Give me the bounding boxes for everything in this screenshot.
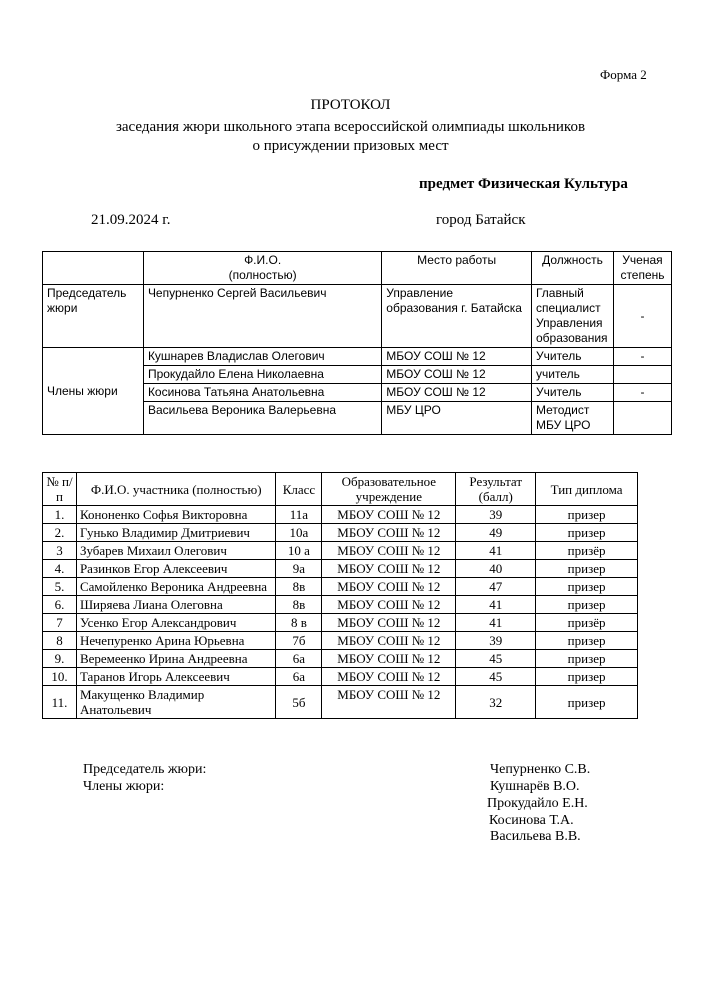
result-row xyxy=(43,686,638,719)
signature-members-label: Члены жюри: xyxy=(83,779,165,794)
result-diploma: призер xyxy=(536,686,638,719)
result-row xyxy=(43,560,638,578)
result-row xyxy=(43,596,638,614)
signature-name: Прокудайло Е.Н. xyxy=(487,796,588,811)
jury-member-position: Учитель xyxy=(531,348,613,366)
jury-chair-position: Главный специалист Управления образования xyxy=(531,285,613,348)
result-school: МБОУ СОШ № 12 xyxy=(322,524,456,542)
result-name: Зубарев Михаил Олегович xyxy=(76,542,276,560)
result-name: Макущенко Владимир Анатольевич xyxy=(76,686,276,719)
jury-member-workplace: МБОУ СОШ № 12 xyxy=(382,366,532,384)
jury-member-degree xyxy=(613,366,671,384)
result-row xyxy=(43,650,638,668)
jury-chair-row xyxy=(43,285,672,348)
result-school: МБОУ СОШ № 12 xyxy=(322,578,456,596)
result-num: 1. xyxy=(43,506,77,524)
jury-member-name: Кушнарев Владислав Олегович xyxy=(143,348,381,366)
result-name: Разинков Егор Алексеевич xyxy=(76,560,276,578)
result-school: МБОУ СОШ № 12 xyxy=(322,560,456,578)
results-header-class: Класс xyxy=(276,473,322,506)
jury-members-label: Члены жюри xyxy=(43,348,144,435)
result-num: 8 xyxy=(43,632,77,650)
result-name: Самойленко Вероника Андреевна xyxy=(76,578,276,596)
result-row xyxy=(43,668,638,686)
protocol-date: 21.09.2024 г. xyxy=(91,212,171,228)
result-num: 7 xyxy=(43,614,77,632)
jury-member-workplace: МБУ ЦРО xyxy=(382,402,532,435)
results-header-name: Ф.И.О. участника (полностью) xyxy=(76,473,276,506)
jury-header-degree: Ученая степень xyxy=(613,252,671,285)
result-name: Гунько Владимир Дмитриевич xyxy=(76,524,276,542)
document-subtitle: заседания жюри школьного этапа всероссийской олимпиады школьников xyxy=(115,119,586,135)
jury-member-row xyxy=(43,348,672,366)
result-diploma: призёр xyxy=(536,614,638,632)
result-class: 10а xyxy=(276,524,322,542)
result-name: Кононенко Софья Викторовна xyxy=(76,506,276,524)
jury-header-fio-label: Ф.И.О. xyxy=(244,253,282,267)
signature-name: Косинова Т.А. xyxy=(489,813,574,828)
jury-member-workplace: МБОУ СОШ № 12 xyxy=(382,348,532,366)
jury-member-name: Васильева Вероника Валерьевна xyxy=(143,402,381,435)
result-score: 41 xyxy=(456,542,536,560)
jury-header-position: Должность xyxy=(531,252,613,285)
result-num: 2. xyxy=(43,524,77,542)
jury-header-fio xyxy=(143,252,381,285)
result-class: 6а xyxy=(276,668,322,686)
result-class: 8в xyxy=(276,596,322,614)
result-num: 10. xyxy=(43,668,77,686)
jury-member-position: Методист МБУ ЦРО xyxy=(531,402,613,435)
result-class: 9а xyxy=(276,560,322,578)
result-row xyxy=(43,542,638,560)
jury-member-degree: - xyxy=(613,384,671,402)
result-score: 49 xyxy=(456,524,536,542)
result-school: МБОУ СОШ № 12 xyxy=(322,650,456,668)
jury-chair-degree: - xyxy=(613,285,671,348)
result-score: 32 xyxy=(456,686,536,719)
result-score: 47 xyxy=(456,578,536,596)
result-name: Таранов Игорь Алексеевич xyxy=(76,668,276,686)
jury-header-fio-sub: (полностью) xyxy=(228,268,297,282)
document-subtitle-line-2: о присуждении призовых мест xyxy=(252,138,449,154)
result-num: 4. xyxy=(43,560,77,578)
results-table xyxy=(42,472,638,719)
result-class: 6а xyxy=(276,650,322,668)
result-score: 41 xyxy=(456,614,536,632)
signature-name: Кушнарёв В.О. xyxy=(490,779,580,794)
result-score: 40 xyxy=(456,560,536,578)
result-school: МБОУ СОШ № 12 xyxy=(322,506,456,524)
result-num: 5. xyxy=(43,578,77,596)
result-score: 39 xyxy=(456,632,536,650)
result-num: 11. xyxy=(43,686,77,719)
results-header-num: № п/п xyxy=(43,473,77,506)
signature-chair-label: Председатель жюри: xyxy=(83,762,207,777)
result-school: МБОУ СОШ № 12 xyxy=(322,614,456,632)
results-header-row xyxy=(43,473,638,506)
result-diploma: призер xyxy=(536,578,638,596)
jury-member-degree xyxy=(613,402,671,435)
result-score: 45 xyxy=(456,650,536,668)
jury-member-name: Косинова Татьяна Анатольевна xyxy=(143,384,381,402)
result-name: Веремеенко Ирина Андреевна xyxy=(76,650,276,668)
jury-header-row xyxy=(43,252,672,285)
result-name: Ширяева Лиана Олеговна xyxy=(76,596,276,614)
result-school: МБОУ СОШ № 12 xyxy=(322,596,456,614)
results-header-diploma: Тип диплома xyxy=(536,473,638,506)
result-diploma: призер xyxy=(536,632,638,650)
result-class: 7б xyxy=(276,632,322,650)
result-school: МБОУ СОШ № 12 xyxy=(322,686,456,719)
protocol-city: город Батайск xyxy=(436,212,526,228)
result-row xyxy=(43,506,638,524)
result-diploma: призер xyxy=(536,596,638,614)
jury-member-degree: - xyxy=(613,348,671,366)
result-school: МБОУ СОШ № 12 xyxy=(322,542,456,560)
result-name: Нечепуренко Арина Юрьевна xyxy=(76,632,276,650)
result-school: МБОУ СОШ № 12 xyxy=(322,668,456,686)
result-row xyxy=(43,632,638,650)
results-header-score: Результат (балл) xyxy=(456,473,536,506)
signature-name: Чепурненко С.В. xyxy=(490,762,591,777)
jury-member-workplace: МБОУ СОШ № 12 xyxy=(382,384,532,402)
result-diploma: призер xyxy=(536,668,638,686)
jury-table xyxy=(42,251,672,435)
jury-chair-workplace: Управление образования г. Батайска xyxy=(382,285,532,348)
result-diploma: призер xyxy=(536,650,638,668)
result-class: 8в xyxy=(276,578,322,596)
jury-header-workplace: Место работы xyxy=(382,252,532,285)
jury-chair-label: Председатель жюри xyxy=(43,285,144,348)
result-score: 41 xyxy=(456,596,536,614)
subject-line: предмет Физическая Культура xyxy=(419,176,628,192)
result-diploma: призер xyxy=(536,524,638,542)
result-diploma: призер xyxy=(536,560,638,578)
signature-name: Васильева В.В. xyxy=(490,829,581,844)
result-row xyxy=(43,578,638,596)
jury-member-position: Учитель xyxy=(531,384,613,402)
jury-header-empty xyxy=(43,252,144,285)
results-header-school: Образовательное учреждение xyxy=(322,473,456,506)
result-num: 3 xyxy=(43,542,77,560)
result-diploma: призёр xyxy=(536,542,638,560)
result-class: 10 а xyxy=(276,542,322,560)
result-school: МБОУ СОШ № 12 xyxy=(322,632,456,650)
jury-member-name: Прокудайло Елена Николаевна xyxy=(143,366,381,384)
result-row xyxy=(43,614,638,632)
result-score: 45 xyxy=(456,668,536,686)
result-class: 8 в xyxy=(276,614,322,632)
form-number: Форма 2 xyxy=(600,67,647,82)
result-class: 11а xyxy=(276,506,322,524)
jury-member-position: учитель xyxy=(531,366,613,384)
result-name: Усенко Егор Александрович xyxy=(76,614,276,632)
document-title: ПРОТОКОЛ xyxy=(310,97,391,113)
jury-chair-name: Чепурненко Сергей Васильевич xyxy=(143,285,381,348)
result-diploma: призер xyxy=(536,506,638,524)
result-class: 5б xyxy=(276,686,322,719)
result-score: 39 xyxy=(456,506,536,524)
result-num: 9. xyxy=(43,650,77,668)
result-num: 6. xyxy=(43,596,77,614)
result-row xyxy=(43,524,638,542)
